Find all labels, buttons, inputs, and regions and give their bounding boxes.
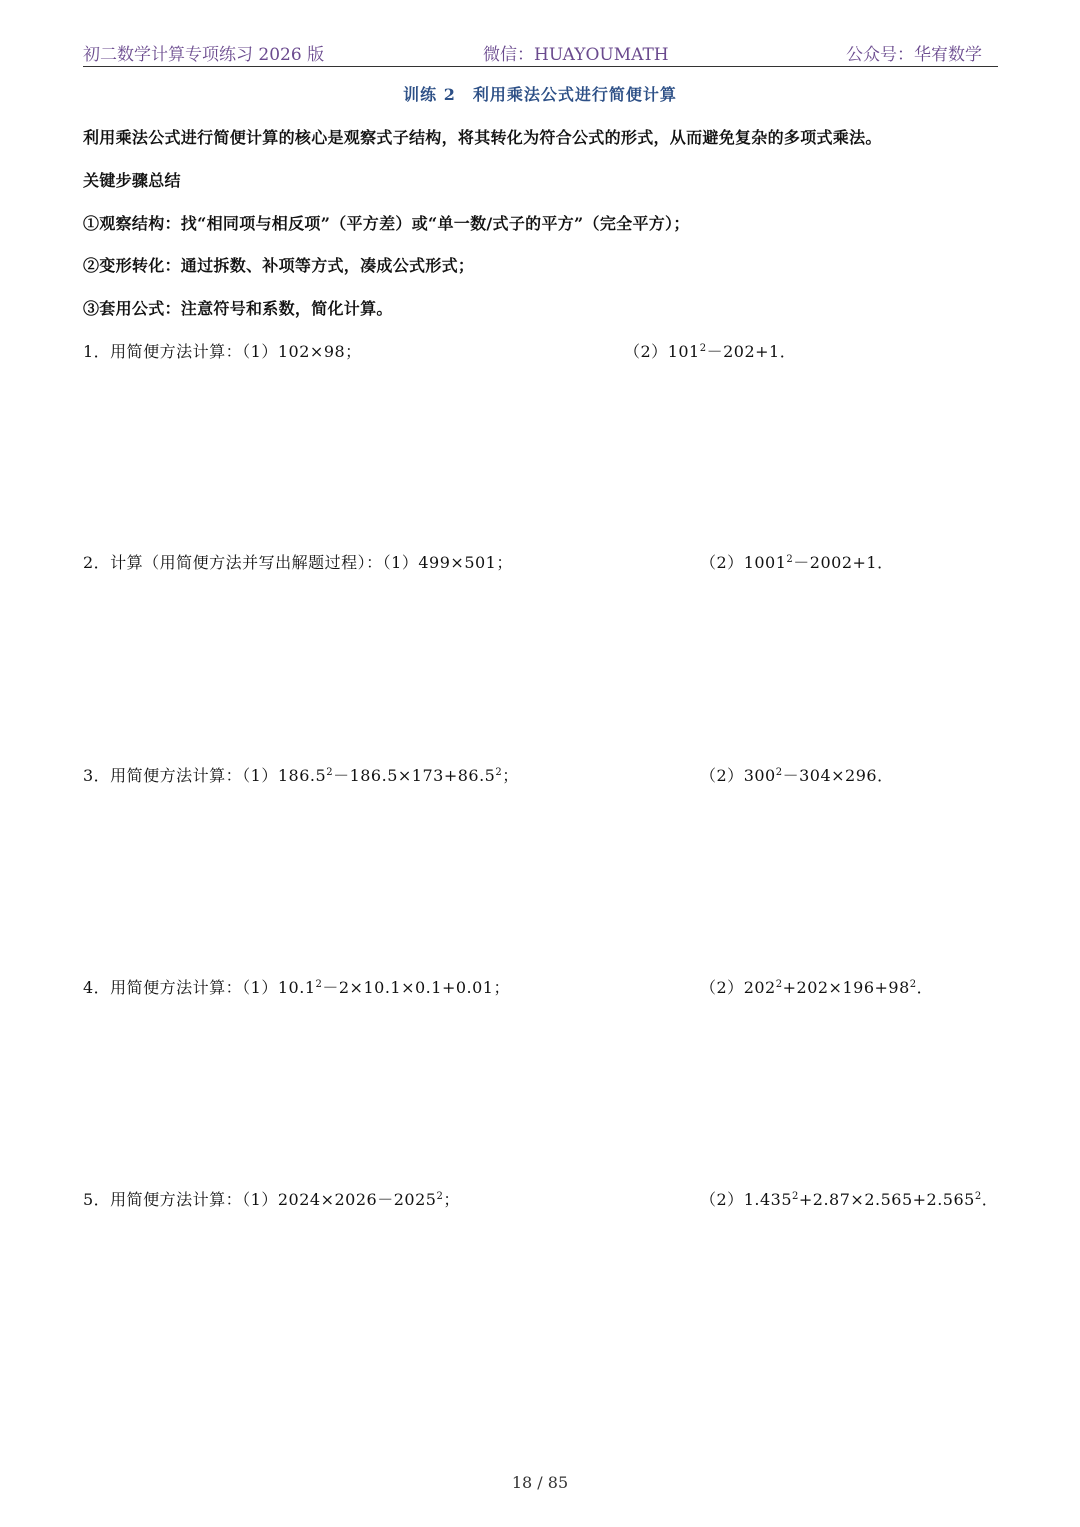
question-1-part-2 — [624, 339, 796, 362]
exponent: 2 — [909, 979, 917, 990]
question-1-part-1 — [83, 339, 362, 362]
part-label: （2） — [700, 766, 744, 785]
header-public-account: 公众号：华宥数学 — [846, 45, 982, 65]
question-4-part-1 — [83, 975, 510, 998]
question-4-part-2 — [700, 975, 933, 998]
page-header — [83, 36, 998, 67]
question-prefix: 5．用简便方法计算：（1） — [83, 1190, 278, 1209]
question-prefix: 4．用简便方法计算：（1） — [83, 978, 278, 997]
exponent: 2 — [786, 554, 794, 565]
expression: $202^2+202\times 196+98^2$． — [743, 978, 934, 997]
part-label: （2） — [624, 342, 668, 361]
expression: $2024\times 2026-2025^2$； — [277, 1190, 460, 1209]
exponent: 2 — [792, 1191, 799, 1202]
expression: $10.1^2-2\times 10.1\times 0.1+0.01$； — [277, 978, 510, 997]
exponent: 2 — [974, 1191, 982, 1202]
question-3-part-1 — [83, 763, 519, 786]
key-steps-heading: 关键步骤总结 — [83, 171, 181, 190]
step-2: ②变形转化：通过拆数、补项等方式，凑成公式形式； — [83, 256, 475, 275]
expression: $1001^2-2002+1$． — [743, 553, 894, 572]
exponent: 2 — [315, 979, 323, 990]
header-wechat: 微信：HUAYOUMATH — [483, 45, 669, 65]
question-2-part-2 — [700, 550, 894, 573]
question-5-part-2 — [700, 1187, 998, 1210]
exponent: 2 — [495, 767, 503, 778]
section-title: 训练 2 利用乘法公式进行简便计算 — [403, 85, 677, 104]
question-prefix: 2．计算（用简便方法并写出解题过程）：（1） — [83, 553, 419, 572]
question-2-part-1 — [83, 550, 513, 573]
expression: 102×98； — [277, 342, 362, 361]
exponent: 2 — [775, 979, 783, 990]
question-prefix: 3．用简便方法计算：（1） — [83, 766, 278, 785]
page-number: 18 / 85 — [511, 1473, 569, 1492]
exponent: 2 — [436, 1191, 444, 1202]
exponent: 2 — [775, 767, 783, 778]
question-prefix: 1．用简便方法计算：（1） — [83, 342, 278, 361]
step-3: ③套用公式：注意符号和系数，简化计算。 — [83, 299, 393, 318]
header-book-title: 初二数学计算专项练习 2026 版 — [83, 45, 325, 65]
question-3-part-2 — [700, 763, 894, 786]
expression: $186.5^2-186.5\times 173+86.5^2$； — [277, 766, 519, 785]
intro-paragraph: 利用乘法公式进行简便计算的核心是观察式子结构，将其转化为符合公式的形式，从而避免复杂的多项式乘法。 — [83, 128, 882, 147]
expression: 499×501； — [418, 553, 513, 572]
step-1: ①观察结构：找“相同项与相反项”（平方差）或“单一数/式子的平方”（完全平方）； — [83, 214, 690, 233]
question-5-part-1 — [83, 1187, 460, 1210]
exponent: 2 — [699, 343, 707, 354]
expression: $1.435^2+2.87\times 2.565+2.565^2$． — [743, 1190, 999, 1209]
expression: $300^2-304\times 296$． — [743, 766, 894, 785]
part-label: （2） — [700, 553, 744, 572]
exponent: 2 — [326, 767, 334, 778]
part-label: （2） — [700, 978, 744, 997]
part-label: （2） — [700, 1190, 744, 1209]
expression: $101^2-202+1$． — [667, 342, 797, 361]
